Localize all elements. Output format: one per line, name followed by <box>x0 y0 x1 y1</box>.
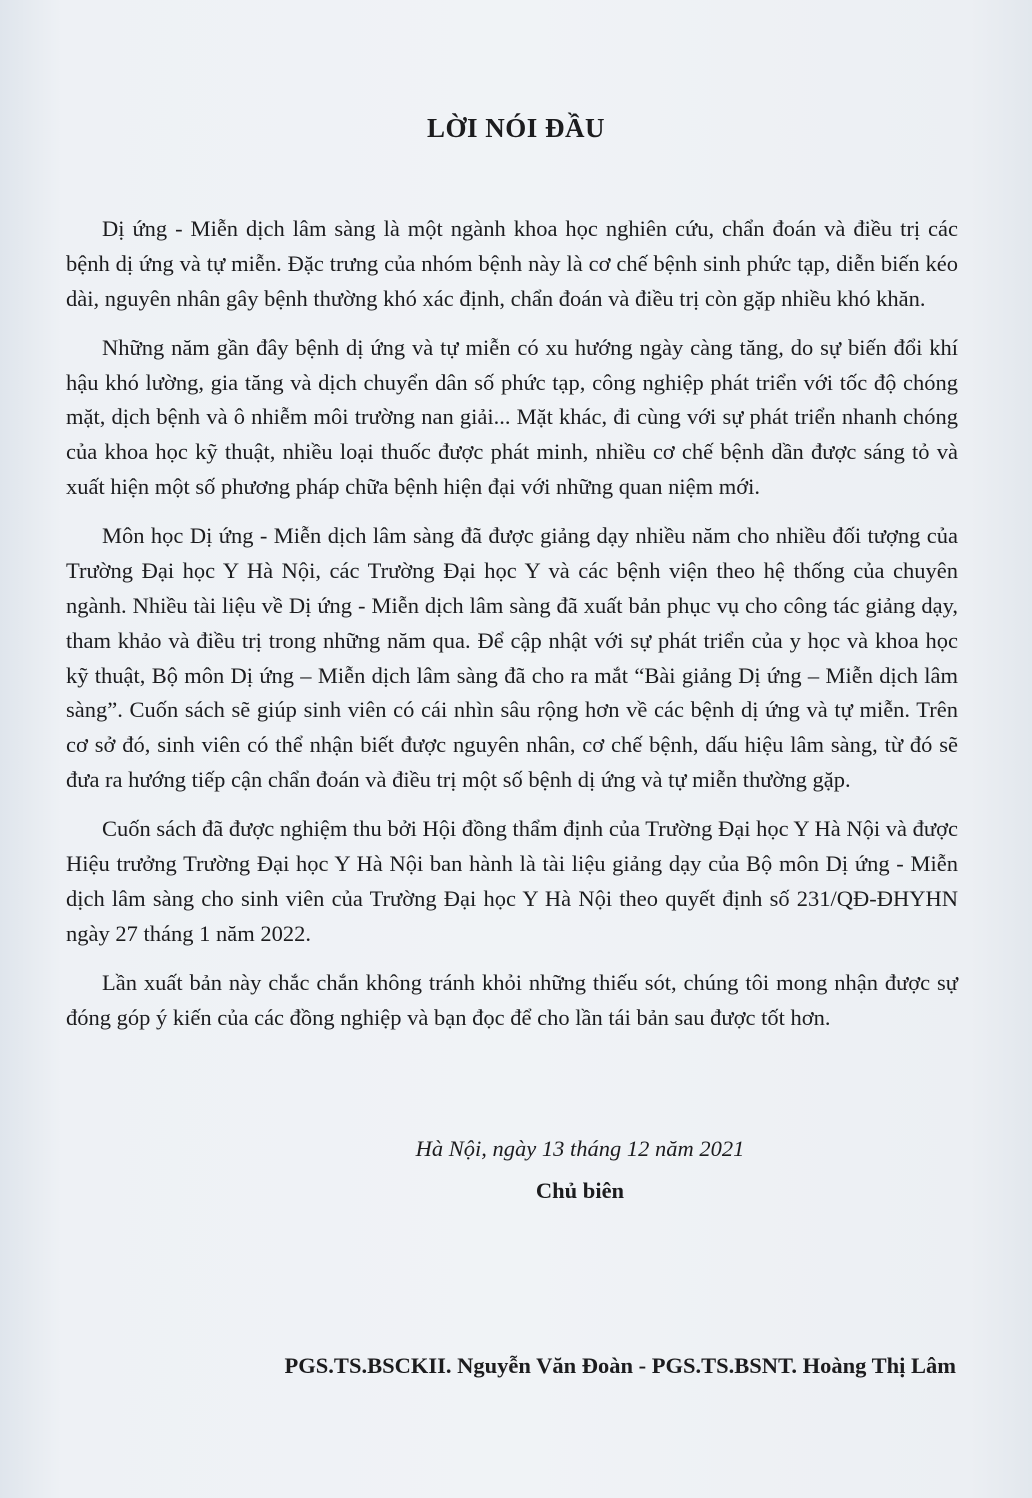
paragraph-1: Dị ứng - Miễn dịch lâm sàng là một ngành khoa học nghiên cứu, chẩn đoán và điều trị các bệnh dị ứng và tự miễn. Đặc trưng của nhóm bệnh này là cơ chế bệnh sinh phức tạp, diễn biến kéo dài, nguyên nhân gây bệnh thường khó xác định, chẩn đoán và điều trị còn gặp nhiều khó khăn. <box>66 216 958 311</box>
paragraph-5: Lần xuất bản này chắc chắn không tránh khỏi những thiếu sót, chúng tôi mong nhận được sự đóng góp ý kiến của các đồng nghiệp và bạn đọc để cho lần tái bản sau được tốt hơn. <box>66 969 958 1030</box>
page-title: LỜI NÓI ĐẦU <box>426 113 606 143</box>
paragraph-2: Những năm gần đây bệnh dị ứng và tự miễn có xu hướng ngày càng tăng, do sự biến đổi khí hậu khó lường, gia tăng và dịch chuyển dân số phức tạp, công nghiệp phát triển với tốc độ chóng mặt, dịch bệnh và ô nhiễm môi trường nan giải... Mặt khác, đi cùng với sự phát triển nhanh chóng của khoa học kỹ thuật, nhiều loại thuốc được phát minh, nhiều cơ chế bệnh dần được sáng tỏ và xuất hiện một số phương pháp chữa bệnh hiện đại với những quan niệm mới. <box>66 334 958 500</box>
body-text <box>66 212 958 1050</box>
paragraph-3: Môn học Dị ứng - Miễn dịch lâm sàng đã được giảng dạy nhiều năm cho nhiều đối tượng của Trường Đại học Y Hà Nội, các Trường Đại học Y và các bệnh viện theo hệ thống của chuyên ngành. Nhiều tài liệu về Dị ứng - Miễn dịch lâm sàng đã xuất bản phục vụ cho công tác giảng dạy, tham khảo và điều trị trong những năm qua. Để cập nhật với sự phát triển của y học và khoa học kỹ thuật, Bộ môn Dị ứng – Miễn dịch lâm sàng đã cho ra mắt “Bài giảng Dị ứng – Miễn dịch lâm sàng”. Cuốn sách sẽ giúp sinh viên có cái nhìn sâu rộng hơn về các bệnh dị ứng và tự miễn. Trên cơ sở đó, sinh viên có thể nhận biết được nguyên nhân, cơ chế bệnh, dấu hiệu lâm sàng, từ đó sẽ đưa ra hướng tiếp cận chẩn đoán và điều trị một số bệnh dị ứng và tự miễn thường gặp. <box>66 523 958 792</box>
paragraph-4: Cuốn sách đã được nghiệm thu bởi Hội đồng thẩm định của Trường Đại học Y Hà Nội và được Hiệu trưởng Trường Đại học Y Hà Nội ban hành là tài liệu giảng dạy của Bộ môn Dị ứng - Miễn dịch lâm sàng cho sinh viên của Trường Đại học Y Hà Nội theo quyết định số 231/QĐ-ĐHYHN ngày 27 tháng 1 năm 2022. <box>66 816 958 946</box>
authors-line: PGS.TS.BSCKII. Nguyễn Văn Đoàn - PGS.TS.BSNT. Hoàng Thị Lâm <box>284 1353 956 1378</box>
date-line: Hà Nội, ngày 13 tháng 12 năm 2021 <box>415 1136 745 1161</box>
editor-label: Chủ biên <box>535 1178 625 1203</box>
